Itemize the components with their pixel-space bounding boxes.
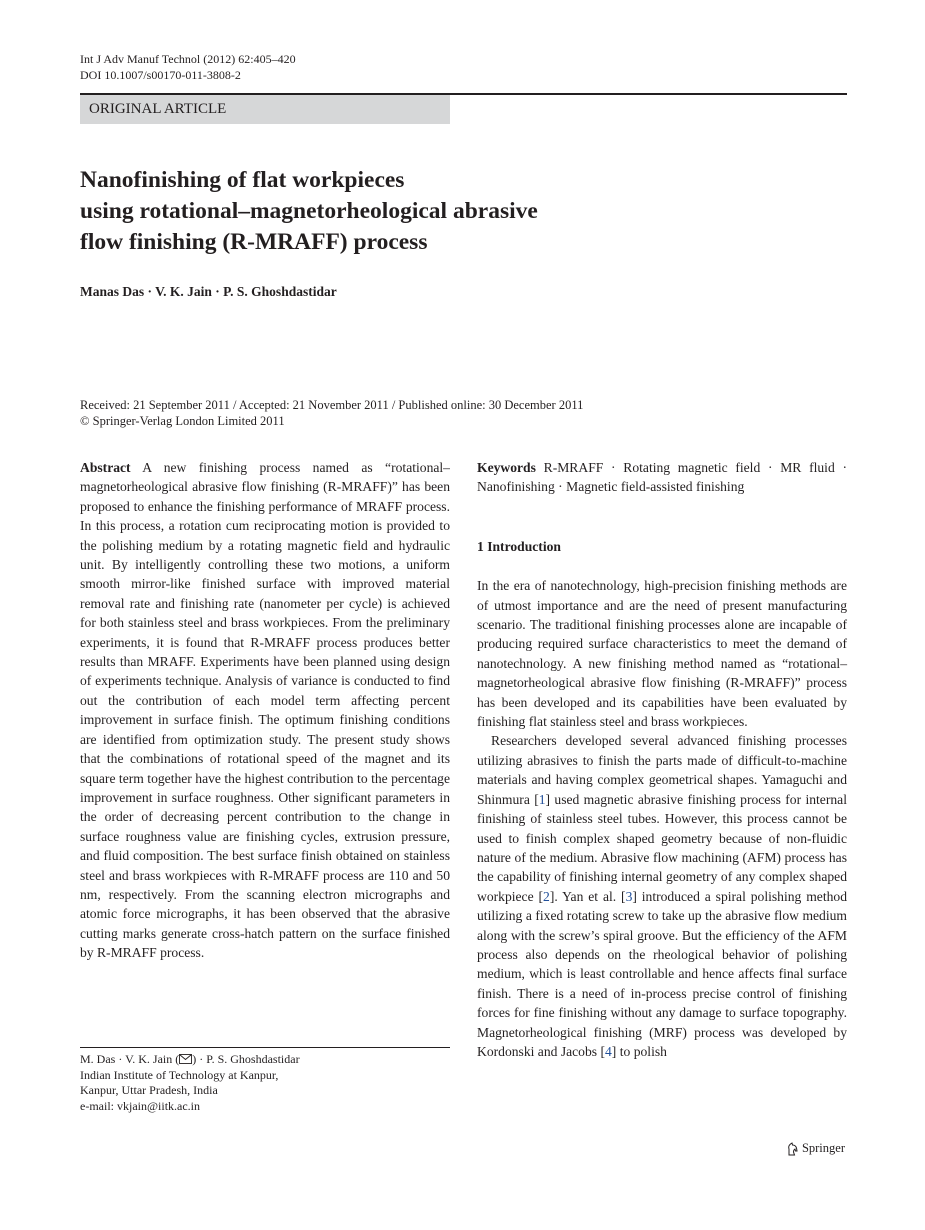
- paragraph-text: ] to polish: [611, 1043, 667, 1059]
- paragraph-text: ] introduced a spiral polishing method utilizing a fixed rotating screw to take up the abrasive flow medium along with the screw’s spiral groove. But the efficiency of the AFM process also depends on the rheological behavior of polishing medium, which is least controllable and hence affects final surface finish. There is a need of in-process precise control of finishing forces for fine finishing without any damage to surface topography. Magnetorheological finishing (MRF) process was developed by Kordonski and Jacobs [: [477, 888, 847, 1059]
- paragraph-text: ] used magnetic abrasive finishing process for internal finishing of stainless steel tubes. However, this process cannot be used to finish complex shaped geometry because of non-fluidic nature of the medium. Abrasive flow machining (AFM) process has the capability of finishing internal geometry of any complex shaped workpiece [: [477, 791, 847, 904]
- publisher-name: Springer: [801, 1141, 845, 1155]
- keywords: [477, 458, 847, 497]
- footnote-rule: [80, 1047, 450, 1048]
- title-line: flow finishing (R-MRAFF) process: [80, 229, 428, 255]
- footnote-affiliation: Indian Institute of Technology at Kanpur,: [80, 1067, 279, 1082]
- springer-horse-icon: [786, 1142, 799, 1156]
- footnote-location: Kanpur, Uttar Pradesh, India: [80, 1083, 218, 1097]
- citation-link[interactable]: 2: [543, 888, 550, 904]
- paragraph-text: ]. Yan et al. [: [549, 888, 626, 904]
- intro-paragraph-1: In the era of nanotechnology, high-precision finishing methods are of utmost importance and are the need of present manufacturing scenario. The traditional finishing processes alone are incapable of producing required surface characteristics to meet the demand of nanotechnology. A new finishing method named as “rotational–magnetorheological abrasive flow finishing (R-MRAFF)” process has been developed and its capabilities have been evaluated by finishing flat stainless steel and brass workpieces.: [477, 578, 847, 730]
- title-line: Nanofinishing of flat workpieces: [80, 167, 405, 193]
- author-list: Manas Das · V. K. Jain · P. S. Ghoshdastidar: [80, 284, 337, 299]
- abstract: [80, 458, 450, 963]
- footnote-email[interactable]: e-mail: vkjain@iitk.ac.in: [80, 1098, 201, 1113]
- doi: DOI 10.1007/s00170-011-3808-2: [80, 68, 241, 82]
- section-heading-introduction: 1 Introduction: [477, 538, 561, 554]
- keywords-label: Keywords: [477, 460, 536, 475]
- envelope-icon: [179, 1054, 192, 1064]
- footnote-names-part: M. Das · V. K. Jain (: [80, 1052, 180, 1066]
- paragraph-text: Researchers developed several advanced finishing processes utilizing abrasives to finish the parts made of difficult-to-machine materials and having complex geometrical shapes. Yamaguchi and Shinmura [: [477, 733, 847, 807]
- copyright-notice: © Springer-Verlag London Limited 2011: [80, 414, 285, 428]
- citation-link[interactable]: 3: [625, 888, 633, 904]
- keywords-text: R-MRAFF · Rotating magnetic field · MR fluid · Nanofinishing · Magnetic field-assisted finishing: [477, 460, 847, 495]
- intro-paragraph-2: [477, 731, 847, 1061]
- journal-reference: Int J Adv Manuf Technol (2012) 62:405–420: [80, 52, 296, 66]
- footnote-names: [80, 1052, 300, 1068]
- title-line: using rotational–magnetorheological abrasive: [80, 198, 538, 224]
- abstract-text: A new finishing process named as “rotational–magnetorheological abrasive flow finishing (R-MRAFF)” has been proposed to enhance the finishing performance of MRAFF process. In this process, a rotation cum reciprocating motion is provided to the polishing medium by a rotating magnetic field and hydraulic unit. By intelligently controlling these two motions, a uniform smooth mirror-like finished surface with improved material removal rate and finishing rate (nanometer per cycle) is achieved for both stainless steel and brass workpieces. From the preliminary experiments, it is found that R-MRAFF process produces better results than MRAFF. Experiments have been planned using design of experiments technique. Analysis of variance is conducted to find out the contribution of each model term affecting percent improvement in surface finish. The optimum finishing conditions are identified from optimization study. The present study shows that the combinations of rotational speed of the magnet and its square term together have the highest contribution to the percentage improvement in surface roughness. Other significant parameters in the order of decreasing percent contribution to the change in surface roughness value are finishing cycles, extrusion pressure, and fluid composition. The best surface finish obtained on stainless steel and brass workpieces with R-MRAFF process are 110 and 50 nm, respectively. From the scanning electron micrographs and atomic force micrographs, it has been observed that the abrasive cutting marks generate cross-hatch pattern on the surface finished by R-MRAFF process.: [80, 460, 450, 961]
- article-type-banner: ORIGINAL ARTICLE: [80, 95, 450, 124]
- publication-dates: Received: 21 September 2011 / Accepted: 21 November 2011 / Published online: 30 December 2011: [80, 398, 584, 412]
- article-title: [80, 165, 780, 258]
- left-column: [80, 458, 450, 963]
- right-column: [477, 458, 847, 1061]
- publisher-mark: [786, 1141, 845, 1156]
- citation-link[interactable]: 1: [538, 791, 546, 807]
- citation-link[interactable]: 4: [605, 1043, 612, 1059]
- abstract-label: Abstract: [80, 460, 131, 475]
- author-footnote: [80, 1052, 300, 1114]
- footnote-names-part: ) · P. S. Ghoshdastidar: [192, 1052, 300, 1066]
